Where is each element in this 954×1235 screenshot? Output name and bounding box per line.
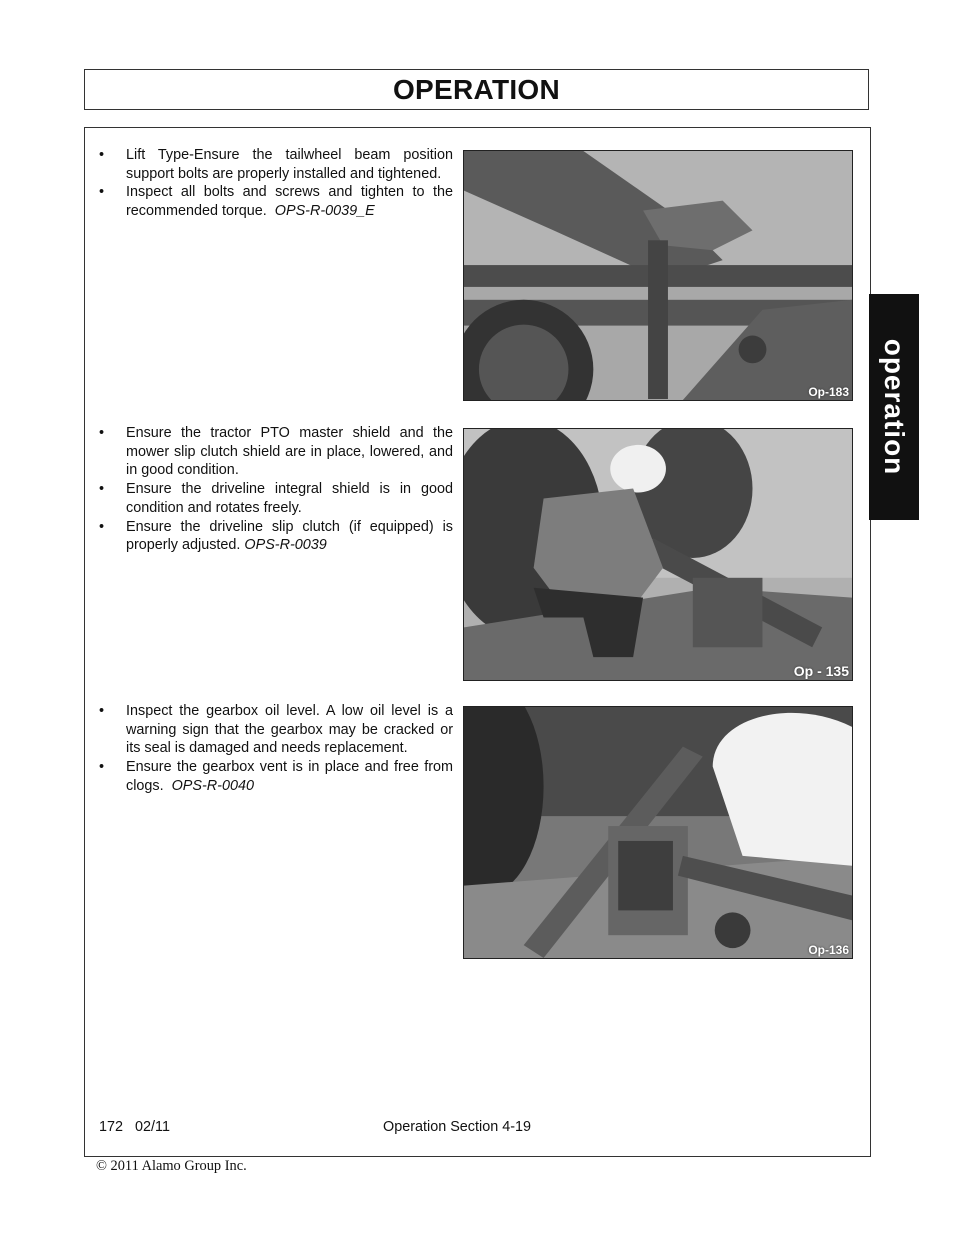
bullet-text: Inspect the gearbox oil level. A low oil level is a warning sign that the gearbox may be cracked or its seal is damaged and needs replacement. (126, 703, 453, 757)
bullet-mark: • (99, 518, 105, 535)
photo-illustration (464, 707, 852, 958)
bullet-item (99, 702, 453, 758)
bullet-mark: • (99, 147, 105, 163)
photo-illustration (464, 429, 852, 680)
bullet-mark: • (99, 759, 105, 776)
bullet-mark: • (99, 425, 105, 441)
footer-section: Operation Section 4-19 (383, 1119, 531, 1135)
bullet-text: Ensure the tractor PTO master shield and the mower slip clutch shield are in place, lowered, and in good condition. (126, 425, 453, 479)
bullet-item (99, 183, 453, 220)
bullet-item (99, 424, 453, 480)
bullet-text: Ensure the driveline integral shield is in good condition and rotates freely. (126, 481, 453, 516)
bullet-text: Ensure the driveline slip clutch (if equipped) is properly adjusted. (126, 518, 453, 554)
photo-label: Op-183 (808, 385, 849, 399)
bullet-text: Lift Type-Ensure the tailwheel beam position support bolts are properly installed and tightened. (126, 147, 453, 182)
section-pto-shield (99, 424, 453, 555)
reference-code: OPS-R-0039_E (274, 203, 375, 220)
section-gearbox (99, 702, 453, 796)
bullet-mark: • (99, 703, 105, 719)
photo-gearbox (463, 706, 853, 959)
footer-page-number: 172 02/11 (99, 1119, 170, 1135)
page-title: OPERATION (392, 74, 561, 105)
bullet-mark: • (99, 184, 105, 201)
side-tab-label: operation (879, 338, 910, 476)
photo-illustration (464, 151, 852, 400)
reference-code: OPS-R-0040 (171, 777, 254, 794)
header-box (84, 69, 869, 110)
photo-pto-shield (463, 428, 853, 681)
bullet-text: Ensure the gearbox vent is in place and free from clogs. (126, 759, 453, 794)
photo-label: Op - 135 (793, 663, 849, 679)
bullet-item (99, 758, 453, 795)
bullet-text: Inspect all bolts and screws and tighten to the recommended torque. (126, 184, 453, 220)
copyright: © 2011 Alamo Group Inc. (96, 1158, 247, 1174)
reference-code: OPS-R-0039 (244, 537, 327, 554)
bullet-item (99, 518, 453, 555)
bullet-item (99, 480, 453, 517)
bullet-mark: • (99, 481, 105, 498)
section-tailwheel (99, 146, 453, 221)
bullet-item (99, 146, 453, 183)
photo-tailwheel-bolts (463, 150, 853, 401)
side-tab (869, 294, 919, 520)
photo-label: Op-136 (808, 943, 849, 957)
